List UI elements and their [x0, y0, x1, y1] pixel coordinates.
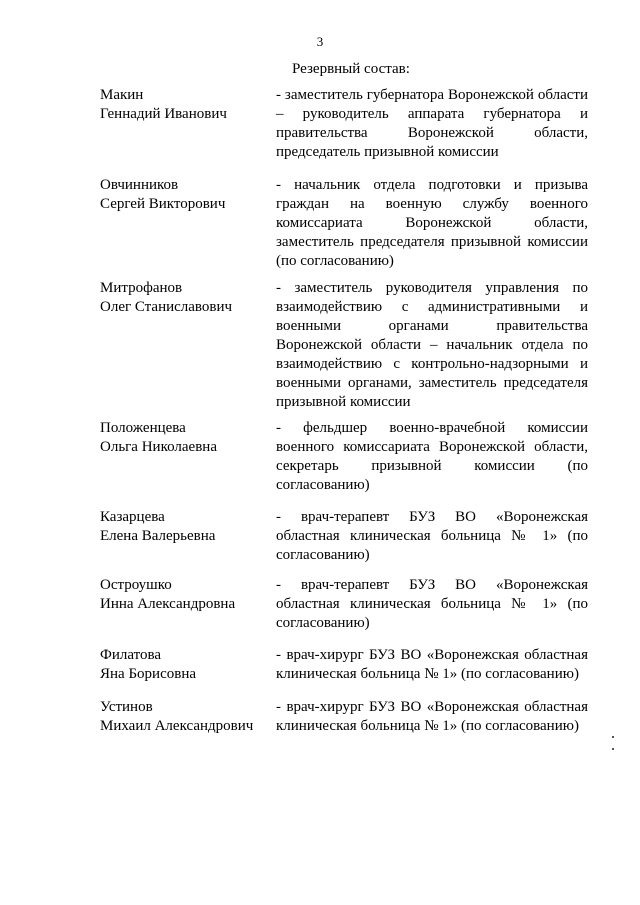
- member-surname: Остроушко: [100, 577, 172, 593]
- member-surname: Казарцева: [100, 509, 165, 525]
- member-surname: Филатова: [100, 647, 162, 663]
- member-description: - заместитель губернатора Воронежской области – руководитель аппарата губернатора и правительства Воронежской области, председатель призывной комиссии: [276, 87, 588, 160]
- member-given-names: Елена Валерьевна: [100, 528, 216, 544]
- member-given-names: Олег Станиславович: [100, 299, 233, 315]
- scan-speck: [612, 748, 614, 750]
- member-surname: Митрофанов: [100, 280, 183, 296]
- member-name: [100, 86, 270, 124]
- member-given-names: Сергей Викторович: [100, 196, 226, 212]
- member-name: [100, 419, 270, 457]
- scan-speck: [612, 736, 614, 738]
- member-description: - заместитель руководителя управления по взаимодействию с административными и военными органами правительства Воронежской области – начальник отдела по взаимодействию с контрольно-надзорными и военными органами, заместитель председателя призывной комиссии: [276, 280, 588, 410]
- member-given-names: Инна Александровна: [100, 596, 236, 612]
- section-title: Резервный состав:: [292, 61, 410, 77]
- member-name: [100, 646, 270, 684]
- member-given-names: Михаил Александрович: [100, 718, 254, 734]
- member-description: - врач-терапевт БУЗ ВО «Воронежская областная клиническая больница № 1» (по согласованию): [276, 509, 588, 563]
- member-name: [100, 576, 270, 614]
- member-description: - врач-хирург БУЗ ВО «Воронежская областная клиническая больница № 1» (по согласованию): [276, 699, 588, 734]
- member-name: [100, 508, 270, 546]
- member-name: [100, 698, 270, 736]
- page-number: 3: [316, 34, 324, 49]
- member-description: - врач-хирург БУЗ ВО «Воронежская областная клиническая больница № 1» (по согласованию): [276, 647, 588, 682]
- member-name: [100, 176, 270, 214]
- member-surname: Положенцева: [100, 420, 186, 436]
- member-given-names: Геннадий Иванович: [100, 106, 227, 122]
- member-surname: Овчинников: [100, 177, 179, 193]
- member-given-names: Ольга Николаевна: [100, 439, 217, 455]
- member-description: - начальник отдела подготовки и призыва граждан на военную службу военного комиссариата Воронежской области, заместитель председателя призывной комиссии (по согласованию): [276, 177, 588, 269]
- member-description: - фельдшер военно-врачебной комиссии военного комиссариата Воронежской области, секретарь призывной комиссии (по согласованию): [276, 420, 588, 493]
- member-given-names: Яна Борисовна: [100, 666, 197, 682]
- member-surname: Макин: [100, 87, 144, 103]
- member-name: [100, 279, 270, 317]
- member-surname: Устинов: [100, 699, 153, 715]
- member-description: - врач-терапевт БУЗ ВО «Воронежская областная клиническая больница № 1» (по согласованию): [276, 577, 588, 631]
